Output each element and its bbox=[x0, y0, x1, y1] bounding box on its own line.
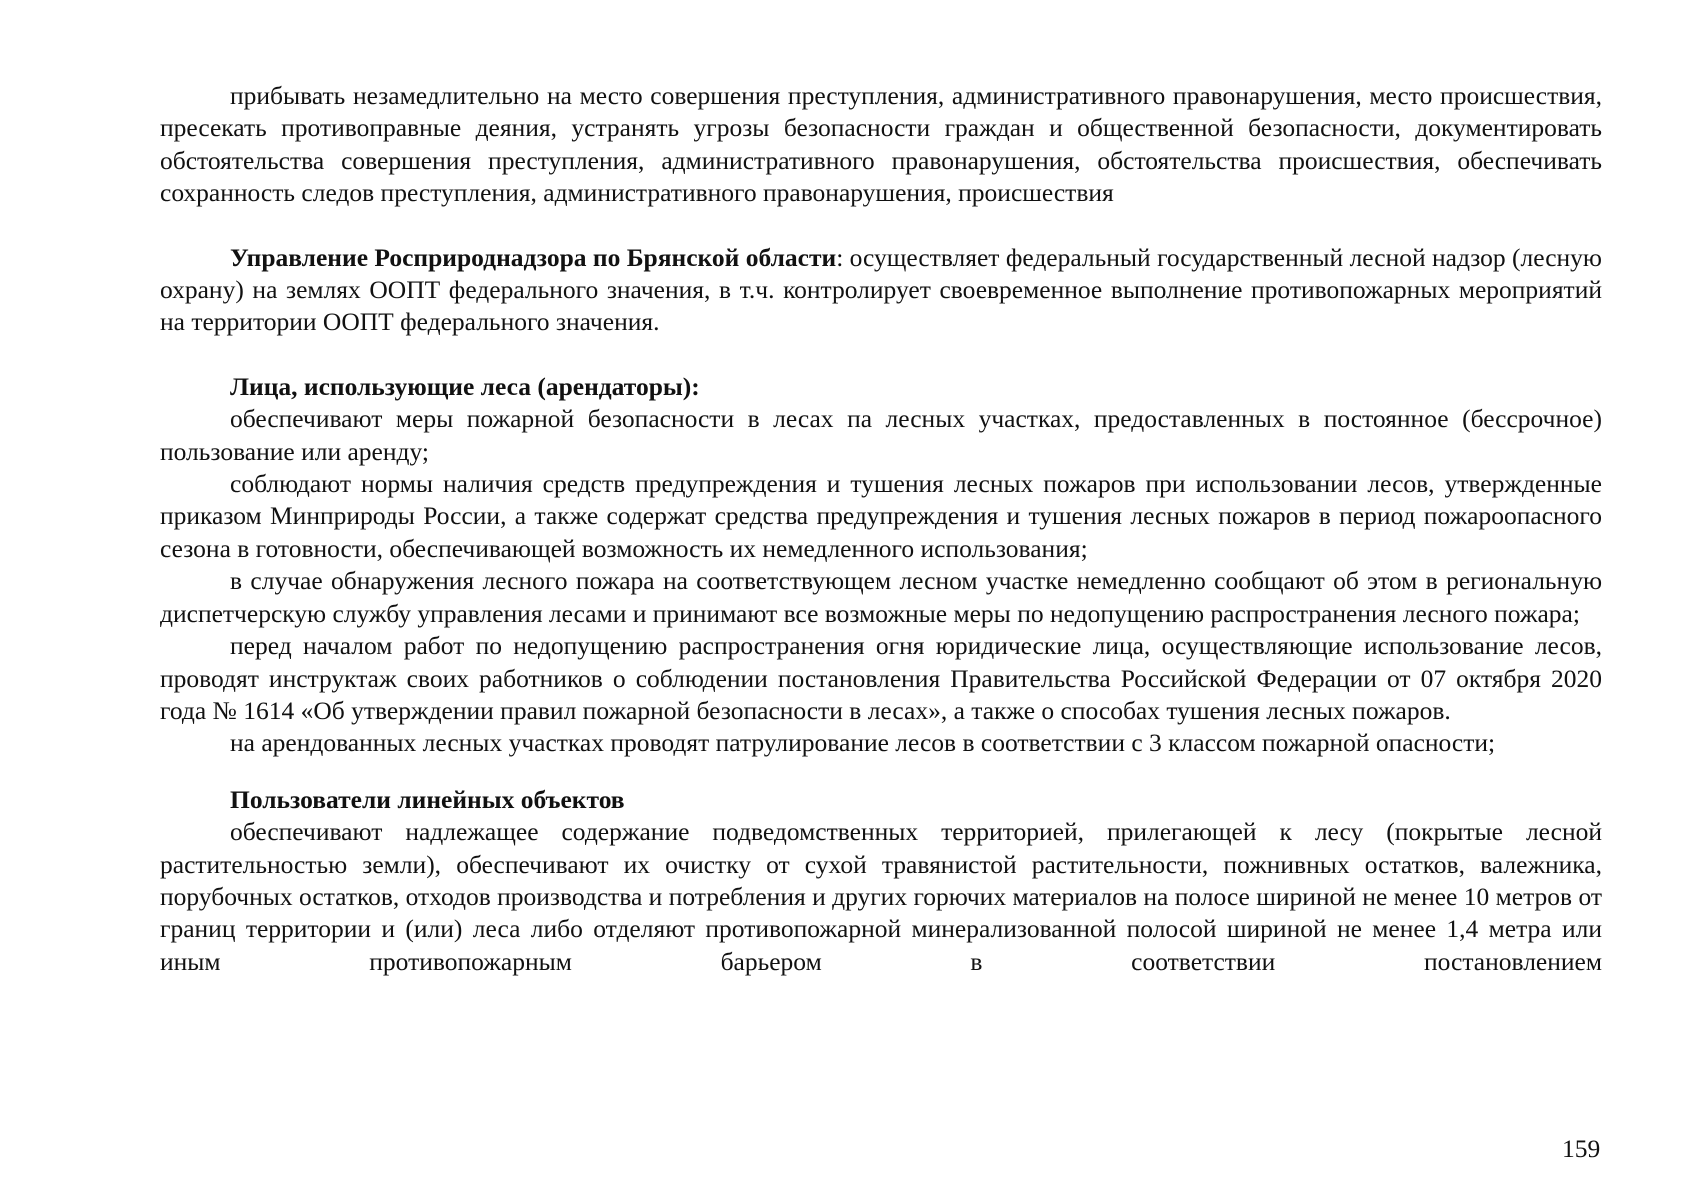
paragraph-forest-users-1: обеспечивают меры пожарной безопасности в лесах па лесных участках, предоставленных в постоянное (бессрочное) пользование или аренду; bbox=[160, 404, 1602, 466]
paragraph-forest-users-4: перед началом работ по недопущению распространения огня юридические лица, осуществляющие использование лесов, проводят инструктаж своих работников о соблюдении постановления Правительства Российской Федерации от 07 октября 2020 года № 1614 «Об утверждении правил пожарной безопасности в лесах», а также о способах тушения лесных пожаров. bbox=[160, 631, 1602, 725]
spacer bbox=[160, 339, 1602, 371]
paragraph-rosprirodnadzor-heading: Управление Росприроднадзора по Брянской области bbox=[230, 242, 837, 272]
page-number: 159 bbox=[1562, 1134, 1601, 1163]
section-heading-forest-users: Лица, использующие леса (арендаторы): bbox=[230, 371, 700, 401]
paragraph-rosprirodnadzor-body: : осуществляет федеральный государственный лесной надзор (лесную охрану) на землях ООПТ федерального значения, в т.ч. контролирует своевременное выполнение противопожарных мероприятий на территории ООПТ федерального значения. bbox=[160, 242, 1602, 337]
spacer bbox=[160, 210, 1602, 242]
spacer bbox=[160, 760, 1602, 784]
paragraph-rosprirodnadzor bbox=[160, 242, 1602, 339]
paragraph-forest-users-3: в случае обнаружения лесного пожара на соответствующем лесном участке немедленно сообщают об этом в региональную диспетчерскую службу управления лесами и принимают все возможные меры по недопущению распространения лесного пожара; bbox=[160, 566, 1602, 628]
section-heading-linear-objects: Пользователи линейных объектов bbox=[230, 784, 625, 814]
paragraph-forest-users-5: на арендованных лесных участках проводят патрулирование лесов в соответствии с 3 классом пожарной опасности; bbox=[230, 728, 1496, 758]
paragraph-duties-police: прибывать незамедлительно на место совершения преступления, административного правонарушения, место происшествия, пресекать противоправные деяния, устранять угрозы безопасности граждан и общественной безопасности, документировать обстоятельства совершения преступления, административного правонарушения, обстоятельства происшествия, обеспечивать сохранность следов преступления, административного правонарушения, происшествия bbox=[160, 81, 1602, 208]
document-page bbox=[160, 80, 1602, 978]
paragraph-forest-users-2: соблюдают нормы наличия средств предупреждения и тушения лесных пожаров при использовании лесов, утвержденные приказом Минприроды России, а также содержат средства предупреждения и тушения лесных пожаров в период пожароопасного сезона в готовности, обеспечивающей возможность их немедленного использования; bbox=[160, 469, 1602, 563]
paragraph-linear-objects-1: обеспечивают надлежащее содержание подведомственных территорией, прилегающей к лесу (покрытые лесной растительностью земли), обеспечивают их очистку от сухой травянистой растительности, пожнивных остатков, валежника, порубочных остатков, отходов производства и потребления и других горючих материалов на полосе шириной не менее 10 метров от границ территории и (или) леса либо отделяют противопожарной минерализованной полосой шириной не менее 1,4 метра или иным противопожарным барьером в соответствии постановлением bbox=[160, 817, 1603, 976]
